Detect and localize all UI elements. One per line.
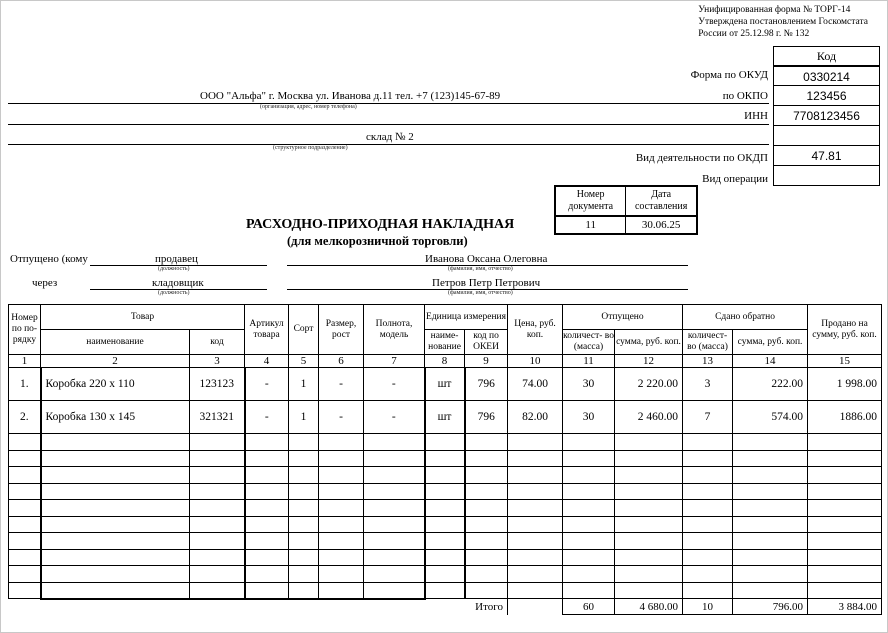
via-position-caption: (должность) (158, 290, 190, 296)
empty-cell (9, 467, 41, 484)
okud-label: Форма по ОКУД (690, 69, 768, 81)
org-name: ООО "Альфа" г. Москва ул. Иванова д.11 тел. +7 (123)145-67-89 (200, 90, 501, 102)
org-caption: (организация, адрес, номер телефона) (260, 104, 357, 110)
empty-cell (615, 533, 683, 550)
okud-value: 0330214 (774, 65, 879, 85)
empty-cell (808, 450, 882, 467)
col-num-13: 13 (683, 355, 733, 368)
hdr-num: Номер по по- рядку (9, 305, 41, 355)
empty-cell (508, 533, 563, 550)
empty-cell (563, 549, 615, 566)
empty-cell (733, 483, 808, 500)
empty-cell (364, 549, 425, 566)
row1-okei: 796 (465, 368, 508, 401)
empty-cell (563, 467, 615, 484)
empty-cell (425, 549, 465, 566)
empty-cell (245, 467, 289, 484)
empty-cell (733, 582, 808, 599)
inn-label: ИНН (744, 110, 768, 122)
row1-rsum: 222.00 (733, 368, 808, 401)
empty-cell (808, 566, 882, 583)
row1-sum: 2 220.00 (615, 368, 683, 401)
empty-cell (563, 566, 615, 583)
total-row (9, 599, 882, 615)
empty-cell (289, 483, 319, 500)
empty-cell (289, 450, 319, 467)
column-numbers-row (9, 355, 882, 368)
hdr-goods-code: код (190, 330, 245, 355)
empty-cell (41, 434, 190, 451)
empty-cell (615, 434, 683, 451)
doc-subtitle: (для мелкорозничной торговли) (287, 234, 468, 248)
empty-cell (289, 566, 319, 583)
col-num-1: 1 (9, 355, 41, 368)
empty-cell (364, 483, 425, 500)
okdp-value: 47.81 (774, 145, 879, 165)
empty-cell (9, 450, 41, 467)
empty-cell (683, 483, 733, 500)
hdr-returned-sum: сумма, руб. коп. (733, 330, 808, 355)
col-num-12: 12 (615, 355, 683, 368)
empty-cell (425, 533, 465, 550)
empty-cell (465, 549, 508, 566)
col-num-3: 3 (190, 355, 245, 368)
empty-cell (683, 582, 733, 599)
empty-cell (615, 500, 683, 517)
empty-cell (41, 566, 190, 583)
row1-qty: 30 (563, 368, 615, 401)
operation-label: Вид операции (702, 173, 768, 185)
hdr-price: Цена, руб. коп. (508, 305, 563, 355)
empty-cell (508, 549, 563, 566)
empty-rows (9, 434, 882, 599)
empty-cell (683, 516, 733, 533)
empty-cell (425, 516, 465, 533)
inn-value: 7708123456 (774, 105, 879, 125)
division-line (8, 144, 769, 145)
empty-cell (245, 450, 289, 467)
row1-size: - (319, 368, 364, 401)
row1-code: 123123 (190, 368, 245, 401)
empty-cell (245, 533, 289, 550)
total-price-empty (508, 599, 563, 615)
empty-cell (683, 549, 733, 566)
empty-cell (9, 549, 41, 566)
row2-code: 321321 (190, 401, 245, 434)
division-name: склад № 2 (366, 131, 414, 143)
via-name: Петров Петр Петрович (432, 277, 541, 289)
col-num-4: 4 (245, 355, 289, 368)
empty-cell (465, 483, 508, 500)
hdr-unit-okei: код по ОКЕИ (465, 330, 508, 355)
empty-cell (245, 434, 289, 451)
form-note-line1: Унифицированная форма № ТОРГ-14 (698, 5, 851, 15)
empty-cell (615, 516, 683, 533)
empty-cell (319, 483, 364, 500)
empty-cell (364, 434, 425, 451)
empty-cell (733, 467, 808, 484)
empty-cell (289, 434, 319, 451)
empty-cell (425, 483, 465, 500)
empty-cell (508, 450, 563, 467)
empty-cell (733, 516, 808, 533)
empty-cell (808, 467, 882, 484)
to-position-caption: (должность) (158, 266, 190, 272)
empty-cell (41, 582, 190, 599)
hdr-returned-qty: количест- во (масса) (683, 330, 733, 355)
empty-cell (508, 434, 563, 451)
col-num-15: 15 (808, 355, 882, 368)
empty-cell (563, 516, 615, 533)
empty-cell (364, 500, 425, 517)
empty-cell (563, 483, 615, 500)
operation-value (774, 165, 879, 185)
released-to-label: Отпущено (кому (10, 253, 88, 265)
row2-grade: 1 (289, 401, 319, 434)
hdr-goods: Товар (41, 305, 245, 330)
row2-sum: 2 460.00 (615, 401, 683, 434)
row1-article: - (245, 368, 289, 401)
empty-cell (190, 582, 245, 599)
empty-cell (465, 533, 508, 550)
row2-qty: 30 (563, 401, 615, 434)
empty-cell (364, 450, 425, 467)
to-name-caption: (фамилия, имя, отчество) (448, 266, 513, 272)
empty-cell (190, 483, 245, 500)
empty-cell (9, 434, 41, 451)
doc-date-header: Дата составления (626, 186, 697, 216)
form-note (698, 4, 868, 40)
empty-cell (563, 500, 615, 517)
via-label: через (32, 277, 58, 289)
hdr-size: Размер, рост (319, 305, 364, 355)
total-rsum: 796.00 (733, 599, 808, 615)
hdr-fullness: Полнота, модель (364, 305, 425, 355)
empty-cell (245, 483, 289, 500)
empty-cell (508, 582, 563, 599)
table-row (9, 368, 882, 401)
okdp-label: Вид деятельности по ОКДП (635, 152, 768, 164)
empty-cell (190, 434, 245, 451)
empty-cell (319, 549, 364, 566)
col-num-7: 7 (364, 355, 425, 368)
row2-unit: шт (425, 401, 465, 434)
okpo-value: 123456 (774, 85, 879, 105)
empty-cell (563, 434, 615, 451)
hdr-goods-name: наименование (41, 330, 190, 355)
code-header: Код (816, 49, 837, 63)
empty-cell (465, 450, 508, 467)
doc-number-table (554, 185, 698, 235)
row1-grade: 1 (289, 368, 319, 401)
row2-rsum: 574.00 (733, 401, 808, 434)
hdr-released: Отпущено (563, 305, 683, 330)
row1-rqty: 3 (683, 368, 733, 401)
empty-cell (9, 483, 41, 500)
empty-cell (364, 566, 425, 583)
empty-row (9, 500, 882, 517)
doc-date: 30.06.25 (626, 216, 697, 234)
empty-cell (319, 533, 364, 550)
hdr-released-qty: количест- во (масса) (563, 330, 615, 355)
empty-cell (319, 582, 364, 599)
total-rqty: 10 (683, 599, 733, 615)
empty-cell (563, 533, 615, 550)
empty-cell (319, 500, 364, 517)
empty-cell (508, 467, 563, 484)
empty-cell (808, 516, 882, 533)
empty-cell (683, 434, 733, 451)
empty-cell (190, 516, 245, 533)
empty-cell (9, 500, 41, 517)
empty-cell (465, 500, 508, 517)
empty-cell (245, 582, 289, 599)
empty-cell (41, 467, 190, 484)
empty-cell (289, 582, 319, 599)
total-qty: 60 (563, 599, 615, 615)
form-note-line2: Утверждена постановлением Госкомстата (698, 17, 868, 27)
col-num-11: 11 (563, 355, 615, 368)
code-box (773, 46, 880, 186)
hdr-unit: Единица измерения (425, 305, 508, 330)
empty-cell (319, 516, 364, 533)
empty-cell (41, 533, 190, 550)
col-num-2: 2 (41, 355, 190, 368)
hdr-unit-name: наиме- нование (425, 330, 465, 355)
empty-cell (615, 483, 683, 500)
empty-cell (615, 450, 683, 467)
col-num-8: 8 (425, 355, 465, 368)
empty-cell (319, 467, 364, 484)
empty-cell (615, 582, 683, 599)
row1-fullness: - (364, 368, 425, 401)
empty-cell (808, 549, 882, 566)
empty-cell (733, 549, 808, 566)
empty-cell (289, 533, 319, 550)
empty-cell (289, 500, 319, 517)
empty-cell (683, 566, 733, 583)
row2-sold: 1886.00 (808, 401, 882, 434)
empty-cell (319, 566, 364, 583)
empty-row (9, 533, 882, 550)
empty-cell (425, 500, 465, 517)
empty-cell (190, 566, 245, 583)
row2-size: - (319, 401, 364, 434)
row2-fullness: - (364, 401, 425, 434)
empty-cell (508, 483, 563, 500)
empty-cell (808, 434, 882, 451)
org-line (8, 103, 769, 104)
empty-cell (190, 450, 245, 467)
empty-row (9, 566, 882, 583)
empty-cell (683, 450, 733, 467)
empty-cell (245, 500, 289, 517)
empty-cell (465, 582, 508, 599)
row2-okei: 796 (465, 401, 508, 434)
hdr-returned: Сдано обратно (683, 305, 808, 330)
empty-cell (683, 467, 733, 484)
empty-row (9, 450, 882, 467)
total-sum: 4 680.00 (615, 599, 683, 615)
empty-cell (364, 516, 425, 533)
empty-cell (508, 516, 563, 533)
via-name-caption: (фамилия, имя, отчество) (448, 290, 513, 296)
empty-cell (615, 549, 683, 566)
hdr-grade: Сорт (289, 305, 319, 355)
division-caption: (структурное подразделение) (273, 145, 348, 151)
empty-cell (364, 533, 425, 550)
empty-cell (508, 566, 563, 583)
table-row (9, 401, 882, 434)
via-position: кладовщик (152, 277, 204, 289)
total-label: Итого (9, 599, 508, 615)
empty-row (9, 467, 882, 484)
empty-cell (615, 566, 683, 583)
released-to-position: продавец (155, 253, 198, 265)
empty-row (9, 582, 882, 599)
empty-cell (465, 467, 508, 484)
released-to-name: Иванова Оксана Олеговна (425, 253, 548, 265)
hdr-sold: Продано на сумму, руб. коп. (808, 305, 882, 355)
empty-row (9, 434, 882, 451)
empty-cell (245, 566, 289, 583)
empty-cell (9, 533, 41, 550)
empty-cell (465, 516, 508, 533)
empty-cell (41, 500, 190, 517)
empty-cell (190, 467, 245, 484)
empty-cell (289, 516, 319, 533)
col-num-9: 9 (465, 355, 508, 368)
empty-cell (683, 533, 733, 550)
col-num-6: 6 (319, 355, 364, 368)
empty-cell (289, 467, 319, 484)
empty-cell (245, 516, 289, 533)
empty-cell (425, 434, 465, 451)
row2-article: - (245, 401, 289, 434)
row1-price: 74.00 (508, 368, 563, 401)
empty-cell (41, 516, 190, 533)
row2-rqty: 7 (683, 401, 733, 434)
col-num-10: 10 (508, 355, 563, 368)
empty-cell (465, 566, 508, 583)
empty-cell (41, 483, 190, 500)
empty-cell (245, 549, 289, 566)
empty-cell (808, 533, 882, 550)
okpo-label: по ОКПО (722, 90, 768, 102)
empty-cell (615, 467, 683, 484)
empty-cell (190, 549, 245, 566)
org-line-2 (8, 124, 769, 125)
empty-cell (563, 450, 615, 467)
empty-cell (41, 549, 190, 566)
empty-cell (508, 500, 563, 517)
empty-row (9, 516, 882, 533)
empty-cell (733, 500, 808, 517)
empty-cell (733, 566, 808, 583)
empty-cell (364, 582, 425, 599)
total-sold: 3 884.00 (808, 599, 882, 615)
row1-unit: шт (425, 368, 465, 401)
empty-cell (364, 467, 425, 484)
doc-number: 11 (555, 216, 626, 234)
empty-cell (9, 582, 41, 599)
empty-cell (9, 516, 41, 533)
empty-row (9, 549, 882, 566)
empty-cell (563, 582, 615, 599)
empty-row (9, 483, 882, 500)
hdr-released-sum: сумма, руб. коп. (615, 330, 683, 355)
form-note-line3: России от 25.12.98 г. № 132 (698, 29, 810, 39)
empty-cell (190, 500, 245, 517)
row2-price: 82.00 (508, 401, 563, 434)
empty-cell (319, 450, 364, 467)
empty-cell (733, 450, 808, 467)
empty-cell (190, 533, 245, 550)
doc-number-header: Номер документа (555, 186, 626, 216)
empty-cell (425, 582, 465, 599)
code-empty (774, 125, 879, 145)
goods-table (8, 304, 882, 615)
empty-cell (9, 566, 41, 583)
doc-title: РАСХОДНО-ПРИХОДНАЯ НАКЛАДНАЯ (246, 217, 515, 232)
row2-num: 2. (9, 401, 41, 434)
empty-cell (289, 549, 319, 566)
row1-name: Коробка 220 х 110 (41, 368, 190, 401)
empty-cell (808, 500, 882, 517)
empty-cell (425, 566, 465, 583)
hdr-article: Артикул товара (245, 305, 289, 355)
empty-cell (425, 450, 465, 467)
empty-cell (465, 434, 508, 451)
col-num-14: 14 (733, 355, 808, 368)
empty-cell (808, 483, 882, 500)
empty-cell (808, 582, 882, 599)
col-num-5: 5 (289, 355, 319, 368)
empty-cell (41, 450, 190, 467)
empty-cell (319, 434, 364, 451)
empty-cell (733, 533, 808, 550)
row1-num: 1. (9, 368, 41, 401)
row1-sold: 1 998.00 (808, 368, 882, 401)
empty-cell (425, 467, 465, 484)
empty-cell (733, 434, 808, 451)
row2-name: Коробка 130 х 145 (41, 401, 190, 434)
empty-cell (683, 500, 733, 517)
